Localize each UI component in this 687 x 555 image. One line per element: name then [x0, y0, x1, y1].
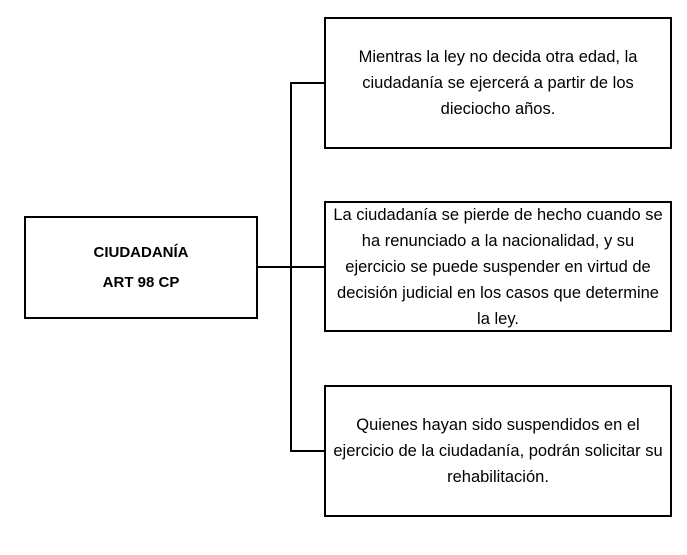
root-subtitle: ART 98 CP	[102, 273, 180, 291]
branch-text: Quienes hayan sido suspendidos en el ejercicio de la ciudadanía, podrán solicitar su rehabilitación.	[333, 416, 663, 486]
root-node	[24, 216, 258, 319]
branch-node-age	[324, 17, 672, 149]
branch-node-rehabilitation	[324, 385, 672, 517]
branch-text: Mientras la ley no decida otra edad, la ciudadanía se ejercerá a partir de los dieciocho años.	[358, 48, 638, 118]
branch-text: La ciudadanía se pierde de hecho cuando se ha renunciado a la nacionalidad, y su ejercicio se puede suspender en virtud de decisión judicial en los casos que determine la ley.	[333, 205, 663, 328]
branch-node-loss	[324, 201, 672, 332]
root-title: CIUDADANÍA	[93, 243, 189, 261]
